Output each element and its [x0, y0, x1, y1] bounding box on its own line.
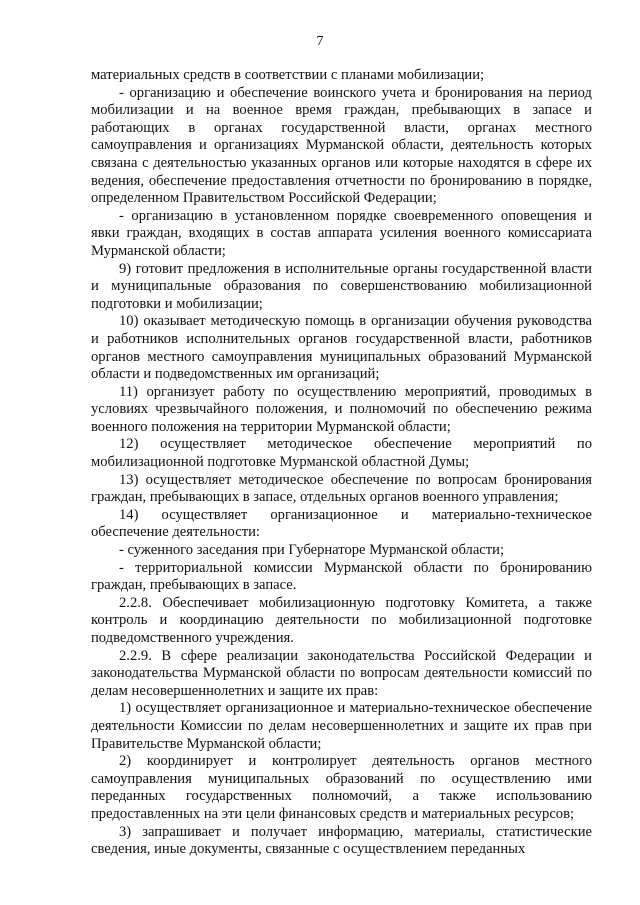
- paragraph-2-2-9-item-1: 1) осуществляет организационное и материально-техническое обеспечение деятельности Комиссии по делам несовершеннолетних и защите их прав при Правительстве Мурманской области;: [91, 700, 592, 752]
- paragraph-2-2-8: 2.2.8. Обеспечивает мобилизационную подготовку Комитета, а также контроль и координацию деятельности по мобилизационной подготовке подведомственного учреждения.: [91, 594, 592, 646]
- paragraph-military-registration: - организацию и обеспечение воинского учета и бронирования на период мобилизации и на военное время граждан, пребывающих в запасе и работающих в органах государственной власти, органах местного самоуправления и организациях Мурманской области, деятельность которых связана с деятельностью указанных органов или которые находятся в сфере их ведения, обеспечение предоставления отчетности по бронированию в порядке, определенном Правительством Российской Федерации;: [91, 84, 592, 207]
- paragraph-notification: - организацию в установленном порядке своевременного оповещения и явки граждан, входящих в состав аппарата усиления военного комиссариата Мурманской области;: [91, 207, 592, 259]
- paragraph-item-9: 9) готовит предложения в исполнительные органы государственной власти и муниципальные образования по совершенствованию мобилизационной подготовки и мобилизации;: [91, 260, 592, 312]
- paragraph-2-2-9-item-3: 3) запрашивает и получает информацию, материалы, статистические сведения, иные документы, связанные с осуществлением переданных: [91, 823, 592, 858]
- paragraph-item-13: 13) осуществляет методическое обеспечение по вопросам бронирования граждан, пребывающих в запасе, отдельных органов военного управления;: [91, 471, 592, 506]
- paragraph-2-2-9-item-2: 2) координирует и контролирует деятельность органов местного самоуправления муниципальных образований по осуществлению ими переданных государственных полномочий, а также использованию предоставленных на эти цели финансовых средств и материальных ресурсов;: [91, 753, 592, 822]
- paragraph-governor-meeting: - суженного заседания при Губернаторе Мурманской области;: [119, 542, 505, 559]
- paragraph-2-2-9: 2.2.9. В сфере реализации законодательства Российской Федерации и законодательства Мурманской области по вопросам деятельности комиссий по делам несовершеннолетних и защите их прав:: [91, 647, 592, 699]
- paragraph-item-10: 10) оказывает методическую помощь в организации обучения руководства и работников исполнительных органов государственной власти, работников органов местного самоуправления муниципальных образований Мурманской области и подведомственных им организаций;: [91, 313, 592, 383]
- paragraph-item-14: 14) осуществляет организационное и материально-техническое обеспечение деятельности:: [91, 506, 592, 541]
- paragraph-item-11: 11) организует работу по осуществлению мероприятий, проводимых в условиях чрезвычайного положения, и полномочий по обеспечению режима военного положения на территории Мурманской области;: [91, 383, 592, 435]
- paragraph-continuation: материальных средств в соответствии с планами мобилизации;: [91, 67, 485, 83]
- document-body: [91, 67, 592, 859]
- page-number: 7: [316, 34, 324, 49]
- paragraph-territorial-commission: - территориальной комиссии Мурманской области по бронированию граждан, пребывающих в запасе.: [91, 559, 592, 594]
- paragraph-item-12: 12) осуществляет методическое обеспечение мероприятий по мобилизационной подготовке Мурманской областной Думы;: [91, 436, 592, 471]
